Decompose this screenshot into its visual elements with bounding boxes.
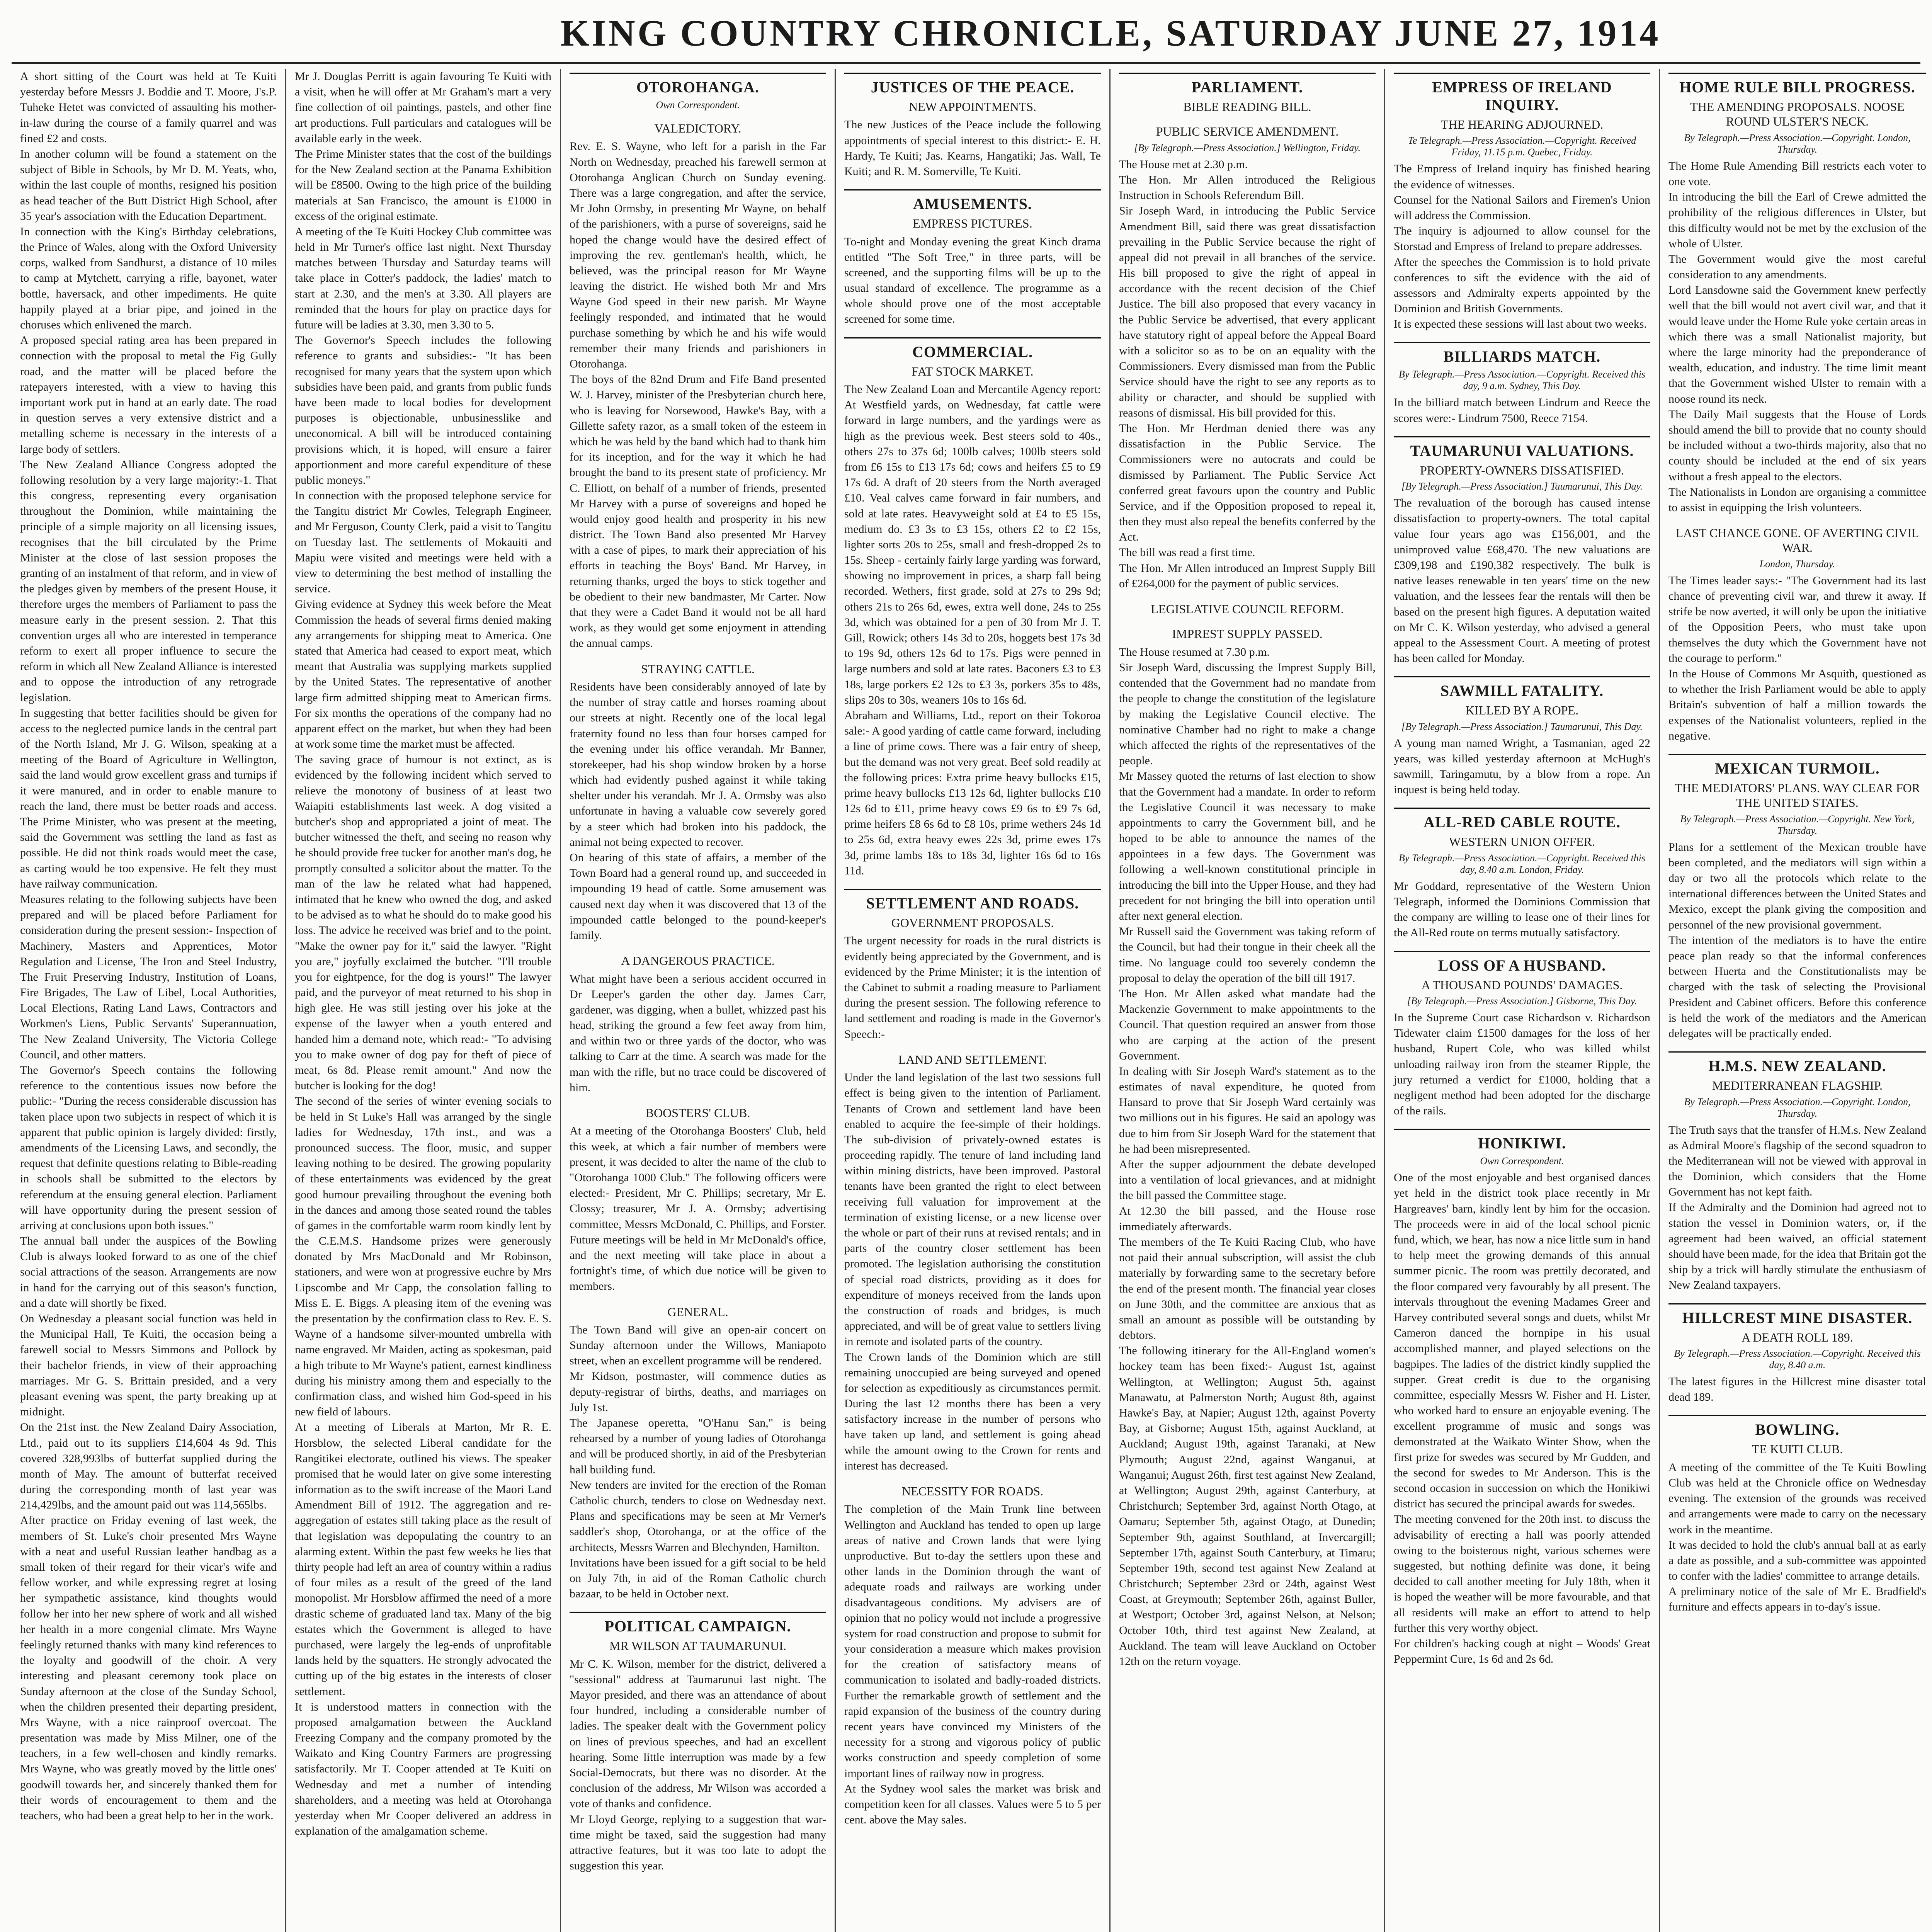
headline-rule xyxy=(1668,1303,1926,1304)
article-subhead: LEGISLATIVE COUNCIL REFORM. xyxy=(1151,602,1344,616)
article-body: In the billiard match between Lindrum and Reece the scores were:- Lindrum 7500, Reece 7154. xyxy=(1394,396,1650,425)
article-subhead: NEW APPOINTMENTS. xyxy=(908,100,1037,114)
article-last-chance xyxy=(1668,526,1926,744)
newspaper-page xyxy=(12,69,1932,1932)
article-subhead: A DANGEROUS PRACTICE. xyxy=(621,954,775,968)
headline-rule xyxy=(1668,73,1926,74)
article-subhead: IMPREST SUPPLY PASSED. xyxy=(1172,627,1323,641)
article-subhead: FAT STOCK MARKET. xyxy=(912,364,1034,378)
article-dateline: Own Correspondent. xyxy=(656,99,740,111)
article-subhead: BIBLE READING BILL. xyxy=(1183,100,1311,114)
article-body: To-night and Monday evening the great Kinch drama entitled "The Soft Tree," in three parts, will be screened, and the supporting films will be up to the usual standard of excellence. The programme as a whole should prove one of the most acceptable screened for some time. xyxy=(844,235,1101,326)
article-straying-cattle xyxy=(570,662,826,944)
article-boosters-club xyxy=(570,1105,826,1294)
article-subhead: BOOSTERS' CLUB. xyxy=(645,1106,750,1120)
article-body: Under the land legislation of the last two sessions full effect is being given to the intention of Parliament. Tenants of Crown and settlement land have been enabled to acquire the fee-simple of their holdings. The sub-division of privately-owned estates is proceeding rapidly. The tenure of land including land within mining districts, have been improved. Pastoral tenants have been granted the right to elect between receiving full valuation for improvement at the termination of existing license, or a new license over the whole or part of their runs at revised rentals; and in parts of the country closer settlement has been promoted. The legislation authorising the constitution of special road districts, providing as it does for expenditure of moneys received from the lands upon the construction of roads and bridges, is much appreciated, and will be of great value to settlers living in remote and isolated parts of the country. The Crown lands of the Dominion which are still remaining unoccupied are being surveyed and opened for selection as expeditiously as circumstances permit. During the last 12 months there has been a very satisfactory increase in the number of persons who have taken up land, and settlement is going ahead while the amount owing to the Crown for rents and interest has decreased. xyxy=(844,1071,1101,1472)
article-headline: ALL-RED CABLE ROUTE. xyxy=(1423,813,1621,831)
article-subhead: WESTERN UNION OFFER. xyxy=(1449,835,1595,849)
article-commercial xyxy=(844,337,1101,879)
headline-rule xyxy=(1394,951,1650,952)
article-headline: COMMERCIAL. xyxy=(912,343,1033,361)
article-headline: PARLIAMENT. xyxy=(1191,78,1303,96)
article-dateline: London, Thursday. xyxy=(1759,558,1835,570)
article-body: At a meeting of the Otorohanga Boosters' Club, held this week, at which a fair number of members were present, it was decided to alter the name of the club to "Otorohanga 1000 Club." The following officers were elected:- President, Mr C. Phillips; secretary, Mr E. Clossy; treasurer, Mr J. A. Ormsby; advertising committee, Messrs McDonald, C. Phillips, and Forster. Future meetings will be held in Mr McDonald's office, and the next meeting will take place in about a fortnight's time, of which due notice will be given to members. xyxy=(570,1124,826,1293)
article-parliament xyxy=(1119,73,1376,114)
article-body: One of the most enjoyable and best organised dances yet held in the district took place recently in Mr Hargreaves' barn, kindly lent by him for the occasion. The proceeds were in aid of the local school picnic fund, which, we hear, has now a nice little sum in hand to help meet the growing demands of this annual summer picnic. The room was prettily decorated, and the floor compared very favourably by all present. The intervals throughout the evening Madames Greer and Harvey contributed several songs and duets, whilst Mr Cameron danced the hornpipe in his usual accomplished manner, and played selections on the bagpipes. The ladies of the district kindly supplied the supper. Great credit is due to the organising committee, especially Messrs W. Fisher and H. Lister, who worked hard to ensure an enjoyable evening. The excellent programme of music and songs was demonstrated at the Waikato Winter Show, when the first prize for swedes was secured by Mr Gudden, and the second for swedes to Mr Anderson. This is the second occasion in succession on which the Honikiwi district has secured the principal awards for swedes. The meeting convened for the 20th inst. to discuss the advisability of erecting a hall was poorly attended owing to the boisterous night, various schemes were suggested, but nothing definite was done, it being decided to call another meeting for July 18th, when it is hoped the weather will be more favourable, and that all residents will make an effort to attend to help further this very worthy object. For children's hacking cough at night – Woods' Great Peppermint Cure, 1s 6d and 2s 6d. xyxy=(1394,1171,1650,1666)
article-necessity-roads xyxy=(844,1484,1101,1828)
article-legislative-council xyxy=(1119,602,1376,616)
article-body: The Empress of Ireland inquiry has finished hearing the evidence of witnesses. Counsel for the National Sailors and Firemen's Union will address the Commission. The inquiry is adjourned to allow counsel for the Storstad and Empress of Ireland to prepare addresses. After the speeches the Commission is to hold private conferences to sift the evidence with the aid of assessors and Admiralty experts appointed by the Dominion and British Governments. It is expected these sessions will last about two weeks. xyxy=(1394,162,1650,331)
article-headline: SAWMILL FATALITY. xyxy=(1440,682,1604,700)
column-7 xyxy=(1660,69,1932,1932)
article-dateline: Te Telegraph.—Press Association.—Copyright. Received Friday, 11.15 p.m. Quebec, Friday. xyxy=(1408,135,1636,158)
article-headline: H.M.S. NEW ZEALAND. xyxy=(1708,1057,1886,1075)
article-body: The Times leader says:- "The Government had its last chance of preventing civil war, and threw it away. If strife be now averted, it will only be upon the initiative of the Opposition Peers, who must take upon themselves the duty which the Government have not the courage to perform." In the House of Commons Mr Asquith, questioned as to whether the Irish Parliament would be able to apply Britain's subvention of half a million towards the expenses of the Nationalist volunteers, replied in the negative. xyxy=(1668,574,1926,742)
article-subhead: THE HEARING ADJOURNED. xyxy=(1440,117,1604,131)
article-subhead: VALEDICTORY. xyxy=(654,121,742,135)
article-hillcrest xyxy=(1668,1303,1926,1405)
article-body: What might have been a serious accident occurred in Dr Leeper's garden the other day. James Carr, gardener, was digging, when a bullet, whizzed past his head, striking the ground a few feet away from him, and within two or three yards of the doctor, who was talking to Carr at the time. A search was made for the man with the rifle, but no trace could be discovered of him. xyxy=(570,972,826,1094)
column-6 xyxy=(1385,69,1660,1932)
article-justices xyxy=(844,73,1101,179)
article-headline: POLITICAL CAMPAIGN. xyxy=(604,1617,791,1635)
article-body: In the Supreme Court case Richardson v. Richardson Tidewater claim £1500 damages for the loss of her husband, Rupert Cole, who was killed whilst unloading railway iron from the steamer Ripple, the jury returned a verdict for £1000, holding that a negligent method had been adopted for the discharge of the rails. xyxy=(1394,1011,1650,1117)
column-2 xyxy=(286,69,561,1932)
headline-rule xyxy=(1394,436,1650,437)
article-body: The Town Band will give an open-air concert on Sunday afternoon under the Willows, Maniapoto street, when an excellent programme will be rendered. Mr Kidson, postmaster, will commence duties as deputy-registrar of births, deaths, and marriages on July 1st. The Japanese operetta, "O'Hanu San," is being rehearsed by a number of young ladies of Otorohanga and will be produced shortly, in aid of the Presbyterian hall building fund. New tenders are invited for the erection of the Roman Catholic church, tenders to close on Wednesday next. Plans and specifications may be seen at Mr Verner's saddler's shop, Otorohanga, or at the office of the architects, Messrs Warren and Blechynden, Hamilton. Invitations have been issued for a gift social to be held on July 7th, in aid of the Roman Catholic church bazaar, to be held in October next. xyxy=(570,1323,826,1600)
article-home-rule xyxy=(1668,73,1926,515)
article-political-campaign xyxy=(570,1612,826,1874)
headline-rule xyxy=(1119,73,1376,74)
article-col1-local-news xyxy=(20,69,277,1823)
article-headline: TAUMARUNUI VALUATIONS. xyxy=(1410,442,1634,459)
article-subhead: GOVERNMENT PROPOSALS. xyxy=(891,916,1054,930)
headline-rule xyxy=(844,337,1101,338)
article-dateline: By Telegraph.—Press Association.—Copyright. London, Thursday. xyxy=(1684,132,1911,155)
article-body: Plans for a settlement of the Mexican trouble have been completed, and the mediators will sign within a day or two all the protocols which relate to the international differences between the United States and Mexico, except the plank giving the composition and personnel of the new provisional government. The intention of the mediators is to have the entire peace plan ready so that the informal conferences between Huerta and the Constitutionalists may be charged with the task of selecting the Provisional President and Cabinet officers. Before this conference is held the work of the mediators and the American delegates will be practically ended. xyxy=(1668,840,1926,1040)
article-dateline: By Telegraph.—Press Association.—Copyright. Received this day, 8.40 a.m. London, Friday. xyxy=(1398,852,1646,875)
article-body: The revaluation of the borough has caused intense dissatisfaction to property-owners. The total capital value four years ago was £156,001, and the unimproved value £68,470. The new valuations are £309,198 and £190,382 respectively. The bulk is native leases renewable in ten years' time on the new valuation, and the lessees fear the rentals will then be based on the present high figures. A deputation waited on Mr C. K. Wilson yesterday, who advised a general appeal to the Assessment Court. A meeting of protest has been called for Monday. xyxy=(1394,497,1650,665)
article-headline: HOME RULE BILL PROGRESS. xyxy=(1679,78,1915,96)
article-headline: EMPRESS OF IRELAND INQUIRY. xyxy=(1432,78,1612,114)
article-dateline: [By Telegraph.—Press Association.] Wellington, Friday. xyxy=(1134,142,1361,153)
article-headline: OTOROHANGA. xyxy=(636,78,760,96)
article-headline: JUSTICES OF THE PEACE. xyxy=(871,78,1075,96)
article-body: Rev. E. S. Wayne, who left for a parish in the Far North on Wednesday, preached his farewell sermon at Otorohanga Anglican Church on Sunday evening. There was a large congregation, and after the service, Mr John Ormsby, in presenting Mr Wayne, on behalf of the parishioners, with a purse of sovereigns, said he hoped the change would have the desired effect of improving the rev. gentleman's health, which, he believed, was the principal reason for Mr Wayne leaving the district. He wished both Mr and Mrs Wayne God speed in their new parish. Mr Wayne feelingly responded, and intimated that he would purchase something by which he and his wife would remember their many friends and parishioners in Otorohanga. The boys of the 82nd Drum and Fife Band presented W. J. Harvey, minister of the Presbyterian church here, who is leaving for Norsewood, Hawke's Bay, with a Gillette safety razor, as a small token of the esteem in which he was held by the band which had to thank him for its inception, and for the way it which he had brought the band to its present state of proficiency. Mr C. Elliott, on behalf of a number of friends, presented Mr Harvey with a purse of sovereigns and hoped he would enjoy good health and prosperity in his new district. The Town Band also presented Mr Harvey with a case of pipes, to mark their appreciation of his efforts in teaching the Boys' Band. Mr Harvey, in returning thanks, urged the boys to stick together and be obedient to their new bandmaster, Mr Carter. Now that they were a Cadet Band it would not be all hard work, as they would get some enjoyment in attending the annual camps. xyxy=(570,140,826,650)
article-subhead: A DEATH ROLL 189. xyxy=(1742,1330,1853,1344)
headline-rule xyxy=(1394,342,1650,343)
article-headline: BOWLING. xyxy=(1755,1421,1840,1439)
article-imprest-supply xyxy=(1119,626,1376,1669)
article-honikiwi xyxy=(1394,1129,1650,1667)
article-dangerous-practice xyxy=(570,953,826,1095)
article-body: The latest figures in the Hillcrest mine disaster total dead 189. xyxy=(1668,1375,1926,1404)
newspaper-title: KING COUNTRY CHRONICLE, SATURDAY JUNE 27, 1914 xyxy=(560,12,1661,54)
masthead xyxy=(0,0,1932,58)
article-body: Residents have been considerably annoyed of late by the number of stray cattle and horses roaming about our streets at night. Recently one of the local legal fraternity found no less than four horses camped for the evening under his office verandah. Mr Banner, storekeeper, had his shop window broken by a horse which had evidently pushed against it while taking shelter under his verandah. Mr J. A. Ormsby was also unfortunate in having a valuable cow severely gored by a steer which had broken into his paddock, the animal not being expected to recover. On hearing of this state of affairs, a member of the Town Board had a general round up, and succeeded in impounding 19 head of cattle. Some amusement was caused next day when it was discovered that 13 of the impounded cattle belonged to the pound-keeper's family. xyxy=(570,680,826,942)
article-general xyxy=(570,1304,826,1602)
article-amusements xyxy=(844,189,1101,327)
headline-rule xyxy=(1394,73,1650,74)
article-body: Mr Goddard, representative of the Western Union Telegraph, informed the Dominions Commission that the company are willing to lease one of their lines for the All-Red route on terms mutually satisfactory. xyxy=(1394,879,1650,939)
headline-rule xyxy=(570,73,826,74)
article-subhead: TE KUITI CLUB. xyxy=(1752,1442,1843,1456)
article-col2-local-news xyxy=(295,69,551,1839)
article-body: The completion of the Main Trunk line between Wellington and Auckland has tended to open up large areas of native and Crown lands that were lying unproductive. But to-day the settlers upon these and other lands in the Dominion through the want of adequate roads and railways are working under disadvantageous conditions. My advisers are of opinion that no policy would not include a progressive system for road construction and propose to submit for your consideration a measure which makes provision for the creation of satisfactory means of communication to isolated and badly-roaded districts. Further the remarkable growth of settlement and the rapid expansion of the business of the country during recent years have convinced my Ministers of the necessity for a strong and vigorous policy of public works construction and speedy completion of some important lines of railway now in progress. At the Sydney wool sales the market was brisk and competition keen for all classes. Values were 5 to 5 per cent. above the May sales. xyxy=(844,1503,1101,1827)
article-headline: HONIKIWI. xyxy=(1478,1134,1566,1152)
article-subhead: EMPRESS PICTURES. xyxy=(913,216,1032,231)
headline-rule xyxy=(570,1612,826,1613)
article-settlement xyxy=(844,889,1101,1042)
article-body: Mr C. K. Wilson, member for the district, delivered a "sessional" address at Taumarunui last night. The Mayor presided, and there was an attendance of about four hundred, including a considerable number of ladies. The speaker dealt with the Government policy on lines of previous speeches, and had an excellent hearing. Some little interruption was made by a few Social-Democrats, but there was no disorder. At the conclusion of the address, Mr Wilson was accorded a vote of thanks and confidence. Mr Lloyd George, replying to a suggestion that war-time might be taxed, said the suggestion had many attractive features, but it was too late to adopt the suggestion this year. xyxy=(570,1657,826,1872)
article-subhead: LAST CHANCE GONE. OF AVERTING CIVIL WAR. xyxy=(1675,526,1919,555)
article-headline: HILLCREST MINE DISASTER. xyxy=(1682,1309,1913,1327)
article-subhead: LAND AND SETTLEMENT. xyxy=(898,1052,1047,1066)
article-subhead: NECESSITY FOR ROADS. xyxy=(902,1484,1043,1498)
article-land-settlement xyxy=(844,1052,1101,1474)
article-dateline: Own Correspondent. xyxy=(1480,1155,1564,1167)
headline-rule xyxy=(1668,1051,1926,1053)
article-all-red-cable xyxy=(1394,808,1650,940)
article-body: The New Zealand Loan and Mercantile Agency report: At Westfield yards, on Wednesday, fat cattle were forward in large numbers, and the yardings were as high as the previous week. Best steers sold to 40s., others 27s to 37s 6d; 100lb calves; 100lb steers sold from £6 15s to £13 17s 6d; cows and heifers £5 to £9 17s 6d. A draft of 20 steers from the North averaged £10. Veal calves came forward in fair numbers, and sold at late rates. Heavyweight sold at £4 to £5 15s, medium do. £3 3s to £3 15s, others £2 to £2 15s, lighter sorts 20s to 25s, small and fresh-dropped 2s to 15s. Sheep - certainly fairly large yarding was forward, showing no improvement in prices, a sharp fall being recorded. Wethers, first grade, sold at 27s to 29s 9d; others 21s to 26s 6d, ewes, extra well done, 24s to 25s 3d, which was obtained for a pen of 30 from Mr J. T. Gill, Rowick; others 14s 3d to 20s, hoggets best 17s 3d to 19s 9d, others 12s 6d to 17s. Pigs were penned in large numbers and sold at late rates. Baconers £3 to £3 18s, large porkers £2 12s to £3 3s, porkers 35s to 48s, slips 20s to 30s, weaners 10s to 16s 6d. Abraham and Williams, Ltd., report on their Tokoroa sale:- A good yarding of cattle came forward, including a line of prime cows. There was a fair entry of sheep, but the demand was not very great. Beef sold readily at the following prices: Extra prime heavy bullocks £15, prime heavy bullocks £13 12s 6d, lighter bullocks £10 12s 6d to £11, prime heavy cows £9 6s to £9 7s 6d, prime heifers £8 6s 6d to £8 10s, prime wethers 24s 1d to 25s 6d, extra heavy ewes 22s 3d, prime ewes 17s 3d, prime lambs 18s to 18s 3d, lighter 16s 6d to 16s 11d. xyxy=(844,383,1101,877)
article-subhead: MEDITERRANEAN FLAGSHIP. xyxy=(1712,1078,1883,1093)
article-subhead: THE AMENDING PROPOSALS. NOOSE ROUND ULSTER'S NECK. xyxy=(1690,100,1905,129)
article-mexican-turmoil xyxy=(1668,754,1926,1041)
article-subhead: PROPERTY-OWNERS DISSATISFIED. xyxy=(1420,463,1624,477)
article-dateline: By Telegraph.—Press Association.—Copyright. Received this day, 8.40 a.m. xyxy=(1674,1348,1921,1371)
article-subhead: PUBLIC SERVICE AMENDMENT. xyxy=(1156,124,1339,139)
article-dateline: [By Telegraph.—Press Association.] Taumarunui, This Day. xyxy=(1401,721,1643,732)
article-body: A young man named Wright, a Tasmanian, aged 22 years, was killed yesterday afternoon at McHugh's sawmill, Taringamutu, by a blow from a rope. An inquest is being held today. xyxy=(1394,736,1650,796)
article-subhead: STRAYING CATTLE. xyxy=(641,662,755,676)
article-dateline: [By Telegraph.—Press Association.] Taumarunui, This Day. xyxy=(1401,481,1643,492)
article-loss-husband xyxy=(1394,951,1650,1119)
article-dateline: By Telegraph.—Press Association.—Copyright. Received this day, 9 a.m. Sydney, This Day. xyxy=(1398,369,1646,392)
column-4 xyxy=(836,69,1111,1932)
article-billiards xyxy=(1394,342,1650,426)
article-sawmill-fatality xyxy=(1394,676,1650,798)
article-dateline: By Telegraph.—Press Association.—Copyright. New York, Thursday. xyxy=(1680,813,1915,836)
article-otorohanga xyxy=(570,73,826,111)
column-1 xyxy=(12,69,286,1932)
article-headline: AMUSEMENTS. xyxy=(913,195,1032,213)
article-body: A short sitting of the Court was held at Te Kuiti yesterday before Messrs J. Boddie and T. Moore, J's.P. Tuheke Hetet was convicted of assaulting his mother-in-law during the course of a family quarrel and was fined £2 and costs. In another column will be found a statement on the subject of Bible in Schools, by Mr D. M. Yeats, who, within the last couple of months, resigned his position as head teacher of the Butt District High School, after 35 year's association with the Education Department. In connection with the King's Birthday celebrations, the Prince of Wales, along with the Oxford University corps, walked from Sandhurst, a distance of 10 miles to camp at Mytchett, carrying a rifle, bayonet, water bottle, haversack, and other impediments. He quite happily played at a briar pipe, and joined in the choruses which enlivened the march. A proposed special rating area has been prepared in connection with the proposal to metal the Fig Gully road, and the matter will be placed before the ratepayers interested, with a view to having this important work put in hand at an early date. The road in question serves a very extensive district and a metalling scheme is necessary in the interests of a large body of settlers. The New Zealand Alliance Congress adopted the following resolution by a very large majority:-1. That this congress, representing every organisation throughout the Dominion, while maintaining the principle of a simple majority on all licensing issues, recognises that the bill circulated by the Prime Minister at the close of last session proposes the granting of an instalment of that reform, and in view of the pledges given by members of the present House, it therefore urges the members of Parliament to pass the measure early in the present session. 2. That this convention urges all who are interested in temperance reform to exert all proper influence to secure the reform in which all New Zealand Alliance is interested and to oppose the introduction of any retrograde legislation. In suggesting that better facilities should be given for access to the neglected pumice lands in the central part of the North Island, Mr J. G. Wilson, speaking at a meeting of the Board of Agriculture in Wellington, said the land would grow excellent grass and turnips if it were manured, and in order to enable manure to reach the land, there must be better roads and access. The Prime Minister, who was present at the meeting, said the Government was settling the land as fast as possible. He did not think roads would meet the case, as carting would be too expensive. He felt they must have railway communication. Measures relating to the following subjects have been prepared and will be placed before Parliament for consideration during the present session:- Inspection of Machinery, Masters and Apprentices, Motor Regulation and License, The Iron and Steel Industry, The Fruit Preserving Industry, Institution of Loans, Fire Brigades, The Law of Libel, Local Authorities, Local Elections, Rating Land Laws, Contractors and Workmen's Liens, Public Servants' Superannuation, The New Zealand University, The Victoria College Council, and other matters. The Governor's Speech contains the following reference to the contentious issues now before the public:- "During the recess considerable discussion has taken place upon two subjects in respect of which it is apparent that public opinion is largely divided: firstly, amendments of the Licensing Laws, and secondly, the request that definite questions relating to Bible-reading in schools shall be submitted to the electors by referendum at the ensuing general election. Parliament will have opportunity during the present session of arriving at conclusions upon both issues." The annual ball under the auspices of the Bowling Club is always looked forward to as one of the chief social attractions of the season. Arrangements are now in hand for the carrying out of this season's function, and a date will shortly be fixed. On Wednesday a pleasant social function was held in the Municipal Hall, Te Kuiti, the occasion being a farewell social to Messrs Simmons and Pollock by their bachelor friends, in view of their approaching marriages. Mr G. S. Brittain presided, and a very pleasant evening was spent, the party breaking up at midnight. On the 21st inst. the New Zealand Dairy Association, Ltd., paid out to its suppliers £14,604 4s 9d. This covered 328,993lbs of butterfat supplied during the month of May. The amount of butterfat received during the corresponding month of last year was 214,429lbs, and the amount paid out was 114,565lbs. After practice on Friday evening of last week, the members of St. Luke's choir presented Mrs Wayne with a neat and useful Russian leather handbag as a small token of their regard for their vicar's wife and fellow worker, and while expressing regret at losing her sympathetic assistance, kind thoughts would follow her into her new sphere of work and all wished her health in a more congenial climate. Mrs Wayne feelingly returned thanks with many kind references to the loyalty and goodwill of the choir. A very interesting and pleasant ceremony took place on Sunday afternoon at the close of the Sunday School, when the children presented their departing president, Mrs Wayne, with a nice rainproof overcoat. The presentation was made by Miss Milner, one of the teachers, in a few well-chosen and kindly remarks. Mrs Wayne, who was greatly moved by the little ones' goodwill towards her, and sincerely thanked them for their words of encouragement to them and the teachers, who had been a great help to her in the work. xyxy=(20,70,277,1822)
article-empress-ireland xyxy=(1394,73,1650,332)
article-public-service xyxy=(1119,124,1376,592)
article-subhead: MR WILSON AT TAUMARUNUI. xyxy=(609,1639,786,1653)
article-body: The House met at 2.30 p.m. The Hon. Mr Allen introduced the Religious Instruction in Schools Referendum Bill. Sir Joseph Ward, in introducing the Public Service Amendment Bill, said there was great dissatisfaction prevailing in the Public Service because the right of appeal did not prevail in all branches of the service. His bill proposed to give the right of appeal in accordance with the recent decision of the Chief Justice. The bill also proposed that every vacancy in the Public Service be advertised, that every applicant have statutory right of appeal before the Appeal Board with a solicitor so as to be on an equality with the Commissioners. Every dismissed man from the Public Service should have the right to see any reports as to ability or character, and should be supplied with reasons of dismissal. His bill provided for this. The Hon. Mr Herdman denied there was any dissatisfaction in the Public Service. The Commissioners were no autocrats and could be dismissed by Parliament. The Public Service Act conferred great favours upon the country and Public Service, and if the Opposition proposed to repeal it, then they must also repeal the benefits conferred by the Act. The bill was read a first time. The Hon. Mr Allen introduced an Imprest Supply Bill of £264,000 for the payment of public services. xyxy=(1119,158,1376,590)
headline-rule xyxy=(1394,1129,1650,1130)
article-valedictory xyxy=(570,121,826,651)
headline-rule xyxy=(1394,808,1650,809)
headline-rule xyxy=(1394,676,1650,677)
article-body: The House resumed at 7.30 p.m. Sir Joseph Ward, discussing the Imprest Supply Bill, contended that the Government had no mandate from the people to change the constitution of the legislature by making the Legislative Council elective. The nominative Chamber had no right to make a change which affected the rights of the representatives of the people. Mr Massey quoted the returns of last election to show that the Government had a mandate. In order to reform the Legislative Council it was necessary to make appointments to carry the Government bill, and he hoped to be able to announce the names of the appointees in a few days. The Government was following a well-known constitutional principle in introducing the bill into the Upper House, and they had precedent for not bringing the bill into operation until after next general election. Mr Russell said the Government was taking reform of the Council, but had their tongue in their cheek all the time. No language could too severely condemn the proposal to delay the operation of the bill till 1917. The Hon. Mr Allen asked what mandate had the Mackenzie Government to make appointments to the Council. That question required an answer from those who are carping at the action of the present Government. In dealing with Sir Joseph Ward's statement as to the estimates of naval expenditure, he quoted from Hansard to prove that Sir Joseph Ward certainly was two millions out in his figures. He said an apology was due to him from Sir Joseph Ward for the statement that he had been misrepresented. After the supper adjournment the debate developed into a ventilation of local grievances, and at midnight the bill passed the Committee stage. At 12.30 the bill passed, and the House rose immediately afterwards. The members of the Te Kuiti Racing Club, who have not paid their annual subscription, will assist the club materially by forwarding same to the secretary before the end of the present month. The financial year closes on June 30th, and the committee are anxious that as small an amount as possible will be outstanding by debtors. The following itinerary for the All-England women's hockey team has been fixed:- August 1st, against Wellington, at Wellington; August 5th, against Manawatu, at Palmerston North; August 8th, against Hawke's Bay, at Napier; August 12th, against Poverty Bay, at Gisborne; August 15th, against Auckland, at Auckland; August 19th, against Taranaki, at New Plymouth; August 22nd, against Wanganui, at Wanganui; August 26th, first test against New Zealand, at Wellington; August 29th, against Canterbury, at Christchurch; September 3rd, against North Otago, at Oamaru; September 5th, against Otago, at Dunedin; September 9th, against Southland, at Invercargill; September 17th, against South Canterbury, at Timaru; September 19th, second test against New Zealand at Christchurch; September 23rd or 24th, against West Coast, at Greymouth; September 26th, against Buller, at Westport; October 3rd, against Nelson, at Nelson; October 10th, third test against New Zealand, at Auckland. The team will leave Auckland on October 12th on the return voyage. xyxy=(1119,645,1376,1668)
article-subhead: KILLED BY A ROPE. xyxy=(1465,703,1579,718)
masthead-rule xyxy=(12,62,1920,64)
article-body: A meeting of the committee of the Te Kuiti Bowling Club was held at the Chronicle office on Wednesday evening. The extension of the grounds was received and arrangements were made to carry on the necessary work in the meantime. It was decided to hold the club's annual ball at as early a date as possible, and a sub-committee was appointed to confer with the ladies' committee to arrange details. A preliminary notice of the sale of Mr E. Bradfield's furniture and effects appears in to-day's issue. xyxy=(1668,1461,1926,1614)
article-body: The Truth says that the transfer of H.M.s. New Zealand as Admiral Moore's flagship of the second squadron to the Mediterranean will not be viewed with approval in the Dominion, which considers that the Home Government has not kept faith. If the Admiralty and the Dominion had agreed not to station the vessel in Dominion waters, or, if the agreement had been waived, an official statement should have been made, for the idea that Britain got the ship by a trick will hardly stimulate the enthusiasm of New Zealand taxpayers. xyxy=(1668,1123,1926,1292)
article-headline: SETTLEMENT AND ROADS. xyxy=(866,895,1079,912)
headline-rule xyxy=(844,189,1101,190)
article-hms-nz xyxy=(1668,1051,1926,1293)
article-headline: BILLIARDS MATCH. xyxy=(1443,348,1601,366)
article-body: The urgent necessity for roads in the rural districts is evidently being appreciated by the Government, and is evidenced by the Prime Minister; it is the intention of the Cabinet to submit a roading measure to Parliament during the present session. The following reference to land settlement and roading is made in the Governor's Speech:- xyxy=(844,934,1101,1041)
article-headline: LOSS OF A HUSBAND. xyxy=(1438,956,1606,974)
headline-rule xyxy=(844,889,1101,890)
article-headline: MEXICAN TURMOIL. xyxy=(1715,759,1880,777)
article-body: Mr J. Douglas Perritt is again favouring Te Kuiti with a visit, when he will offer at Mr Graham's mart a very fine collection of oil paintings, pastels, and other fine art productions. Full particulars and catalogues will be available early in the week. The Prime Minister states that the cost of the buildings for the New Zealand section at the Panama Exhibition will be £8500. Owing to the high price of the building materials at San Francisco, the amount is £1000 in excess of the original estimate. A meeting of the Te Kuiti Hockey Club committee was held in Mr Turner's office last night. Next Thursday matches between Thursday and Saturday teams will take place in Cotter's paddock, the ladies' match to start at 2.30, and the men's at 3.30. All players are reminded that the hours for play on practice days for future will be ladies at 3.30, men 3.30 to 5. The Governor's Speech includes the following reference to grants and subsidies:- "It has been recognised for many years that the system upon which subsidies have been paid, and grants from public funds have been made to local bodies for development purposes is objectionable, unbusinesslike and uneconomical. A bill will be introduced containing provisions which, it is hoped, will ensure a fairer apportionment and more careful expenditure of these public moneys." In connection with the proposed telephone service for the Tangitu district Mr Cowles, Telegraph Engineer, and Mr Ferguson, County Clerk, paid a visit to Tangitu on Tuesday last. The settlements of Mokauiti and Mapiu were visited and meetings were held with a view to determining the best method of installing the service. Giving evidence at Sydney this week before the Meat Commission the heads of several firms denied making any arrangements for shipping meat to America. One stated that America had ceased to export meat, which meant that Australia was supplying markets supplied by the United States. The representative of another large firm admitted shipping meat to American firms. For six months the operations of the company had no apparent effect on the market, but when they had been at work some time the market must be affected. The saving grace of humour is not extinct, as is evidenced by the following incident which served to relieve the monotony of business of at least two Waiapiti establishments last week. A dog visited a butcher's shop and appropriated a joint of meat. The butcher witnessed the theft, and seeing no reason why he should provide free tucker for another man's dog, he promptly consulted a solicitor about the matter. To the man of the law he related what had happened, intimated that he knew who owned the dog, and asked to be advised as to what he should do to make good his loss. The advice he received was brief and to the point. "Make the owner pay for it," said the lawyer. "Right you are," joyfully exclaimed the butcher. "I'll trouble you for eightpence, for the dog is yours!" The lawyer paid, and the purveyor of meat returned to his shop in high glee. He was still jesting over his joke at the expense of the lawyer when a youth entered and handed him a demand note, which read:- "To advising you to make owner of dog pay for theft of piece of meat, 6s 8d. Please remit amount." And now the butcher is looking for the dog! The second of the series of winter evening socials to be held in St Luke's Hall was arranged by the single ladies for Wednesday, 17th inst., and was a pronounced success. The floor, music, and supper leaving nothing to be desired. The growing popularity of these entertainments was evidenced by the great good humour prevailing throughout the evening both in the dances and among those seated round the tables of games in the comfortable warm room kindly lent by the C.E.M.S. Handsome prizes were generously donated by Mrs MacDonald and Mr Robinson, stationers, and were won at progressive euchre by Mrs Lipscombe and Mr Capp, the consolation falling to Miss E. E. Biggs. A pleasing item of the evening was the presentation by the confirmation class to Rev. E. S. Wayne of a handsome silver-mounted umbrella with name engraved. Mr Maiden, acting as spokesman, paid a high tribute to Mr Wayne's patient, earnest kindliness during his ministry among them and especially to the confirmation class, and wished him God-speed in his new field of labours. At a meeting of Liberals at Marton, Mr R. E. Horsblow, the selected Liberal candidate for the Rangitikei electorate, outlined his views. The speaker promised that he would later on give some interesting information as to the swift increase of the Maori Land Amendment Bill of 1912. The aggregation and re-aggregation of estates still taking place as the result of that legislation was depopulating the country to an alarming extent. Within the past few weeks he lies that thirty people had left an area of country within a radius of four miles as a result of the greed of the land monopolist. Mr Horsblow affirmed the need of a more drastic scheme of graduated land tax. Many of the big estates which the Government is alleged to have purchased, were largely the leg-ends of unprofitable lands held by the squatters. He strongly advocated the cutting up of the big estates in the interests of closer settlement. It is understood matters in connection with the proposed amalgamation between the Auckland Freezing Company and the company promoted by the Waikato and King Country Farmers are progressing satisfactorily. Mr T. Cooper attended at Te Kuiti on Wednesday and met a number of intending shareholders, and a meeting was held at Otorohanga yesterday when Mr Cooper delivered an address in explanation of the amalgamation scheme. xyxy=(295,70,551,1838)
article-dateline: [By Telegraph.—Press Association.] Gisborne, This Day. xyxy=(1407,995,1637,1007)
headline-rule xyxy=(844,73,1101,74)
column-5 xyxy=(1111,69,1385,1932)
headline-rule xyxy=(1668,754,1926,755)
article-subhead: THE MEDIATORS' PLANS. WAY CLEAR FOR THE UNITED STATES. xyxy=(1674,781,1920,810)
article-dateline: By Telegraph.—Press Association.—Copyright. London, Thursday. xyxy=(1684,1096,1911,1119)
article-body: The Home Rule Amending Bill restricts each voter to one vote. In introducing the bill the Earl of Crewe admitted the prohibility of the religious differences in Ulster, but this difficulty would not be met by the exclusion of the whole of Ulster. The Government would give the most careful consideration to any amendments. Lord Lansdowne said the Government knew perfectly well that the bill would not avert civil war, and that it would leave under the Home Rule yoke certain areas in which there was a small Nationalist majority, but where the large minority had the preponderance of wealth, education, and industry. The time limit meant that the Government wished Ulster to remain with a noose round its neck. The Daily Mail suggests that the House of Lords should amend the bill to provide that no county should be included without a two-thirds majority, also that no county should be included at the end of six years without a fresh appeal to the electors. The Nationalists in London are organising a committee to assist in equipping the Irish volunteers. xyxy=(1668,159,1926,514)
article-bowling xyxy=(1668,1415,1926,1615)
article-body: The new Justices of the Peace include the following appointments of special interest to this district:- E. H. Hardy, Te Kuiti; Jas. Kearns, Hangatiki; Jas. Wall, Te Kuiti; and R. M. Somerville, Te Kuiti. xyxy=(844,118,1101,178)
column-3 xyxy=(561,69,836,1932)
article-subhead: A THOUSAND POUNDS' DAMAGES. xyxy=(1421,978,1623,992)
headline-rule xyxy=(1668,1415,1926,1416)
article-taumarunui-valuations xyxy=(1394,436,1650,666)
article-subhead: GENERAL. xyxy=(667,1304,728,1319)
